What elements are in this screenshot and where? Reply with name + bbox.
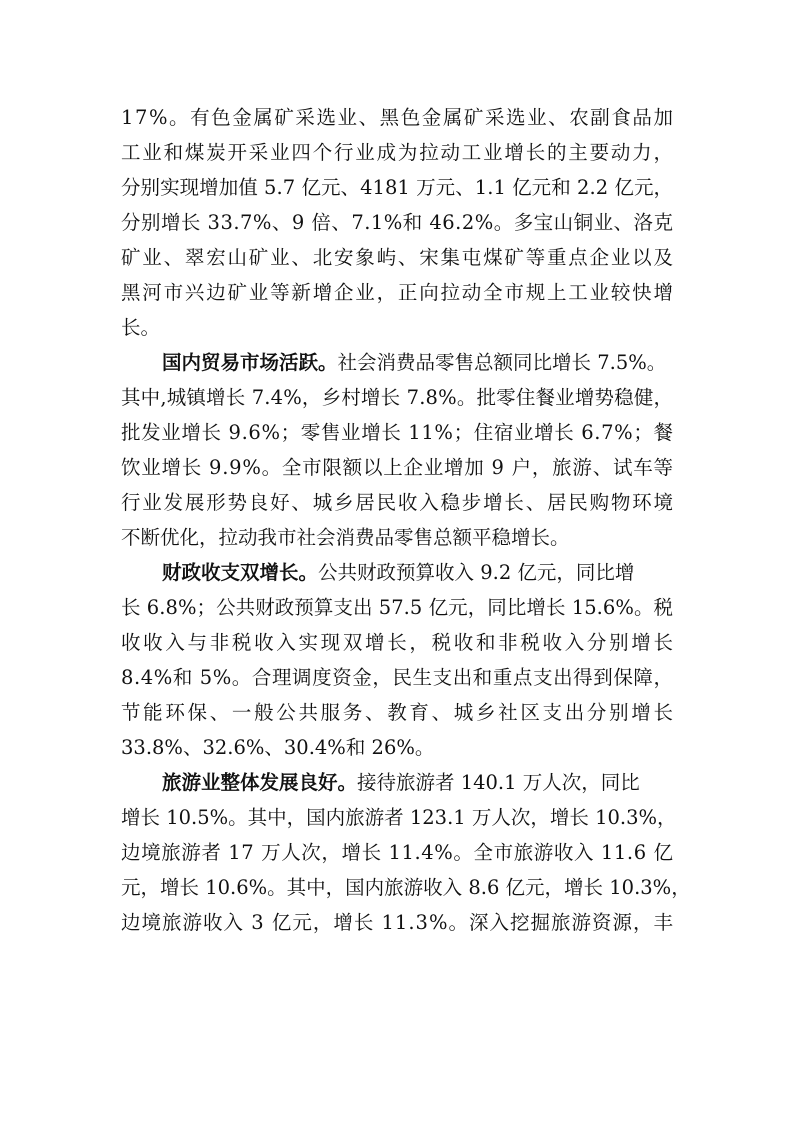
text-line: 元，增长 10.6%。其中，国内旅游收入 8.6 亿元，增长 10.3%， <box>121 876 691 899</box>
paragraph-heading: 财政收支双增长。 <box>162 561 319 584</box>
text-line: 收收入与非税收入实现双增长，税收和非税收入分别增长 <box>121 631 676 654</box>
paragraph-tourism <box>121 765 691 940</box>
text-line: 分别增长 33.7%、9 倍、7.1%和 46.2%。多宝山铜业、洛克 <box>121 211 674 234</box>
text-line: 旅游业整体发展良好。 接待旅游者 140.1 万人次，同比 <box>121 765 673 800</box>
paragraph-fiscal <box>121 555 676 765</box>
text-line: 长 6.8%；公共财政预算支出 57.5 亿元，同比增长 15.6%。税 <box>121 596 674 619</box>
text-line: 矿业、翠宏山矿业、北安象屿、宋集屯煤矿等重点企业以及 <box>121 246 675 269</box>
paragraph-industry <box>121 100 673 345</box>
text-line: 批发业增长 9.6%；零售业增长 11%；住宿业增长 6.7%；餐 <box>121 421 674 444</box>
text-line: 国内贸易市场活跃。 社会消费品零售总额同比增长 7.5%。 <box>121 345 673 380</box>
text-line: 其中,城镇增长 7.4%，乡村增长 7.8%。批零住餐业增势稳健， <box>121 386 674 409</box>
text-line: 节能环保、一般公共服务、教育、城乡社区支出分别增长 <box>121 701 676 724</box>
document-page <box>121 100 691 940</box>
text-line: 边境旅游收入 3 亿元，增长 11.3%。深入挖掘旅游资源，丰 <box>121 911 674 934</box>
text-line: 黑河市兴边矿业等新增企业，正向拉动全市规上工业较快增 <box>121 281 675 304</box>
text-line: 33.8%、32.6%、30.4%和 26%。 <box>121 736 435 759</box>
text-line: 财政收支双增长。 公共财政预算收入 9.2 亿元，同比增 <box>121 555 673 590</box>
paragraph-heading: 国内贸易市场活跃。 <box>162 351 338 374</box>
text-line: 增长 10.5%。其中，国内旅游者 123.1 万人次，增长 10.3%， <box>121 806 677 829</box>
text-line: 饮业增长 9.9%。全市限额以上企业增加 9 户，旅游、试车等 <box>121 456 674 479</box>
text-line: 不断优化，拉动我市社会消费品零售总额平稳增长。 <box>121 526 570 549</box>
paragraph-heading: 旅游业整体发展良好。 <box>162 771 358 794</box>
text-line: 8.4%和 5%。合理调度资金，民生支出和重点支出得到保障， <box>121 666 674 689</box>
paragraph-domestic-trade <box>121 345 673 555</box>
text-line: 17%。有色金属矿采选业、黑色金属矿采选业、农副食品加 <box>121 106 675 129</box>
text-line: 长。 <box>121 316 161 339</box>
text-line: 分别实现增加值 5.7 亿元、4181 万元、1.1 亿元和 2.2 亿元， <box>121 176 674 199</box>
text-line: 边境旅游者 17 万人次，增长 11.4%。全市旅游收入 11.6 亿 <box>121 841 674 864</box>
text-line: 行业发展形势良好、城乡居民收入稳步增长、居民购物环境 <box>121 491 675 514</box>
text-line: 工业和煤炭开采业四个行业成为拉动工业增长的主要动力， <box>121 141 675 164</box>
